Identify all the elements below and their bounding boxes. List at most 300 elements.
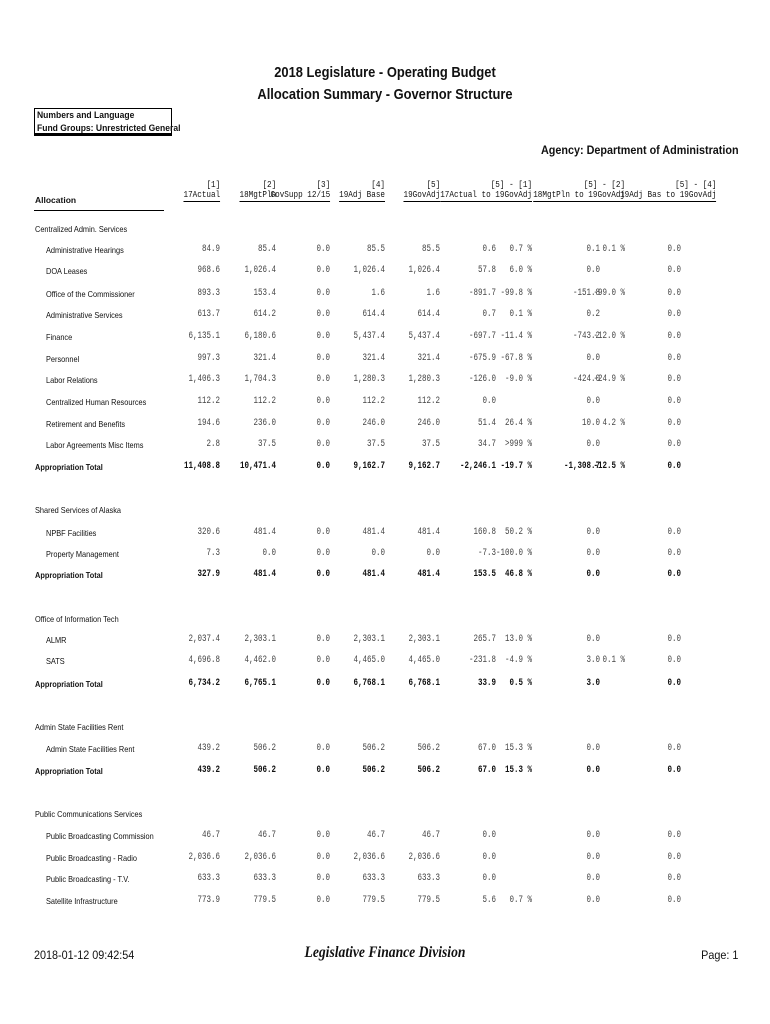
cell-col-10: 0.0 [667, 743, 681, 754]
row-label: Shared Services of Alaska [35, 506, 122, 515]
cell-col-1: 968.6 [197, 265, 220, 276]
cell-col-8: 0.0 [586, 439, 600, 450]
cell-col-10: 0.0 [667, 396, 681, 407]
cell-col-5: 37.5 [421, 439, 440, 450]
cell-col-1: 46.7 [201, 830, 220, 841]
cell-col-6: 67.0 [477, 765, 496, 776]
cell-col-10: 0.0 [667, 374, 681, 385]
cell-col-2: 779.5 [253, 895, 276, 906]
cell-col-2: 481.4 [253, 527, 276, 538]
cell-col-10: 0.0 [667, 852, 681, 863]
cell-col-3: 0.0 [316, 830, 330, 841]
cell-col-10: 0.0 [667, 331, 681, 342]
cell-col-2: 321.4 [253, 353, 276, 364]
row-label: Appropriation Total [35, 767, 103, 776]
cell-col-3: 0.0 [316, 655, 330, 666]
cell-col-1: 2,037.4 [188, 634, 220, 645]
cell-col-5: 112.2 [417, 396, 440, 407]
report-subtitle: Allocation Summary - Governor Structure [257, 86, 513, 103]
table-row [0, 654, 770, 670]
cell-col-6: 0.0 [482, 830, 496, 841]
cell-col-6: 34.7 [477, 439, 496, 450]
cell-col-8: 0.0 [586, 569, 600, 580]
cell-col-7: 15.3 % [504, 743, 532, 754]
col-header-7 [533, 180, 625, 202]
cell-col-5: 85.5 [421, 244, 440, 255]
cell-col-3: 0.0 [316, 461, 330, 472]
cell-col-1: 112.2 [197, 396, 220, 407]
cell-col-7: -19.7 % [500, 461, 532, 472]
col-4-label: 19Adj Base [339, 190, 385, 200]
row-label: Public Broadcasting - T.V. [46, 875, 130, 884]
cell-col-3: 0.0 [316, 765, 330, 776]
cell-col-4: 779.5 [362, 895, 385, 906]
row-label: Centralized Human Resources [46, 398, 147, 407]
cell-col-10: 0.0 [667, 527, 681, 538]
cell-col-4: 112.2 [362, 396, 385, 407]
cell-col-3: 0.0 [316, 548, 330, 559]
cell-col-6: 67.0 [477, 743, 496, 754]
appropriation-total-row [0, 764, 770, 780]
cell-col-10: 0.0 [667, 765, 681, 776]
cell-col-7: 13.0 % [504, 634, 532, 645]
cell-col-4: 6,768.1 [353, 678, 385, 689]
allocation-header-underline [34, 210, 164, 211]
cell-col-1: 84.9 [201, 244, 220, 255]
col-1-label: 17Actual [183, 190, 220, 200]
cell-col-1: 1,406.3 [188, 374, 220, 385]
cell-col-2: 6,765.1 [244, 678, 276, 689]
col-8-number: [5] - [4] [674, 180, 716, 190]
cell-col-9: 4.2 % [602, 418, 625, 429]
row-label: Appropriation Total [35, 680, 103, 689]
cell-col-8: 10.0 [581, 418, 600, 429]
col-2-label: 18MgtPln [239, 190, 276, 200]
cell-col-1: 320.6 [197, 527, 220, 538]
cell-col-10: 0.0 [667, 309, 681, 320]
cell-col-5: 4,465.0 [408, 655, 440, 666]
row-label: Office of Information Tech [35, 615, 119, 624]
col-5-label: 19GovAdj [403, 190, 440, 200]
cell-col-5: 9,162.7 [408, 461, 440, 472]
appropriation-total-row [0, 460, 770, 476]
cell-col-2: 1,704.3 [244, 374, 276, 385]
row-label: Retirement and Benefits [46, 420, 126, 429]
cell-col-10: 0.0 [667, 895, 681, 906]
row-label: Administrative Services [46, 311, 123, 320]
cell-col-8: 0.0 [586, 265, 600, 276]
cell-col-5: 506.2 [417, 765, 440, 776]
cell-col-6: 57.8 [477, 265, 496, 276]
cell-col-5: 779.5 [417, 895, 440, 906]
cell-col-2: 481.4 [253, 569, 276, 580]
cell-col-8: 0.0 [586, 852, 600, 863]
table-row [0, 633, 770, 649]
cell-col-2: 506.2 [253, 743, 276, 754]
cell-col-8: -151.8 [572, 288, 600, 299]
cell-col-4: 246.0 [362, 418, 385, 429]
cell-col-10: 0.0 [667, 830, 681, 841]
col-header-8 [620, 180, 716, 202]
table-row [0, 438, 770, 454]
cell-col-6: 0.0 [482, 873, 496, 884]
fund-group-box [34, 108, 181, 136]
cell-col-4: 506.2 [362, 765, 385, 776]
cell-col-5: 2,303.1 [408, 634, 440, 645]
cell-col-4: 1,026.4 [353, 265, 385, 276]
row-label: Public Broadcasting Commission [46, 832, 154, 841]
col-3-label: GovSupp 12/15 [270, 190, 330, 200]
cell-col-10: 0.0 [667, 548, 681, 559]
cell-col-10: 0.0 [667, 634, 681, 645]
col-header-1 [183, 180, 220, 202]
table-row [0, 287, 770, 303]
row-label: NPBF Facilities [46, 529, 97, 538]
agency-label: Agency: Department of Administration [541, 143, 739, 157]
table-row [0, 395, 770, 411]
cell-col-10: 0.0 [667, 418, 681, 429]
cell-col-10: 0.0 [667, 288, 681, 299]
cell-col-8: 3.0 [586, 678, 600, 689]
group-header-row [0, 720, 770, 736]
cell-col-2: 633.3 [253, 873, 276, 884]
page-number: Page: 1 [700, 948, 738, 962]
col-6-label: 17Actual to 19GovAdj [440, 190, 532, 200]
cell-col-1: 2.8 [206, 439, 220, 450]
row-label: Public Broadcasting - Radio [46, 854, 137, 863]
cell-col-2: 46.7 [257, 830, 276, 841]
cell-col-4: 633.3 [362, 873, 385, 884]
cell-col-3: 0.0 [316, 418, 330, 429]
cell-col-6: 33.9 [477, 678, 496, 689]
cell-col-10: 0.0 [667, 655, 681, 666]
cell-col-4: 506.2 [362, 743, 385, 754]
cell-col-4: 4,465.0 [353, 655, 385, 666]
cell-col-1: 6,135.1 [188, 331, 220, 342]
cell-col-9: -12.0 % [593, 331, 625, 342]
cell-col-1: 773.9 [197, 895, 220, 906]
cell-col-4: 1,280.3 [353, 374, 385, 385]
cell-col-1: 613.7 [197, 309, 220, 320]
cell-col-6: -7.3 [477, 548, 496, 559]
cell-col-3: 0.0 [316, 678, 330, 689]
cell-col-5: 246.0 [417, 418, 440, 429]
cell-col-8: 0.0 [586, 830, 600, 841]
col-1-number: [1] [206, 180, 220, 190]
cell-col-7: >999 % [504, 439, 532, 450]
cell-col-6: -697.7 [468, 331, 496, 342]
table-row [0, 352, 770, 368]
cell-col-6: 153.5 [473, 569, 496, 580]
cell-col-10: 0.0 [667, 461, 681, 472]
cell-col-8: 0.1 [586, 244, 600, 255]
cell-col-2: 153.4 [253, 288, 276, 299]
cell-col-8: -743.2 [572, 331, 600, 342]
cell-col-5: 1.6 [426, 288, 440, 299]
cell-col-5: 5,437.4 [408, 331, 440, 342]
cell-col-6: -675.9 [468, 353, 496, 364]
cell-col-10: 0.0 [667, 244, 681, 255]
cell-col-4: 5,437.4 [353, 331, 385, 342]
cell-col-3: 0.0 [316, 569, 330, 580]
cell-col-4: 46.7 [366, 830, 385, 841]
cell-col-7: 46.8 % [504, 569, 532, 580]
cell-col-8: 0.0 [586, 634, 600, 645]
cell-col-8: 3.0 [586, 655, 600, 666]
cell-col-4: 9,162.7 [353, 461, 385, 472]
table-row [0, 373, 770, 389]
col-header-4 [339, 180, 385, 202]
cell-col-10: 0.0 [667, 678, 681, 689]
cell-col-6: 0.0 [482, 396, 496, 407]
cell-col-5: 633.3 [417, 873, 440, 884]
cell-col-2: 614.2 [253, 309, 276, 320]
row-label: Admin State Facilities Rent [46, 745, 135, 754]
col-header-6 [440, 180, 532, 202]
cell-col-3: 0.0 [316, 244, 330, 255]
table-row [0, 851, 770, 867]
cell-col-4: 2,303.1 [353, 634, 385, 645]
cell-col-6: -231.8 [468, 655, 496, 666]
cell-col-9: -12.5 % [593, 461, 625, 472]
appropriation-total-row [0, 568, 770, 584]
cell-col-4: 1.6 [371, 288, 385, 299]
cell-col-4: 481.4 [362, 569, 385, 580]
table-row [0, 872, 770, 888]
cell-col-1: 194.6 [197, 418, 220, 429]
group-header-row [0, 612, 770, 628]
cell-col-4: 85.5 [366, 244, 385, 255]
row-label: Personnel [46, 355, 80, 364]
cell-col-2: 85.4 [257, 244, 276, 255]
cell-col-3: 0.0 [316, 374, 330, 385]
cell-col-8: -424.0 [572, 374, 600, 385]
group-header-row [0, 222, 770, 238]
cell-col-7: -99.8 % [500, 288, 532, 299]
table-row [0, 829, 770, 845]
cell-col-4: 481.4 [362, 527, 385, 538]
cell-col-1: 327.9 [197, 569, 220, 580]
row-label: Appropriation Total [35, 463, 103, 472]
cell-col-2: 1,026.4 [244, 265, 276, 276]
cell-col-3: 0.0 [316, 852, 330, 863]
cell-col-7: -4.9 % [504, 655, 532, 666]
cell-col-1: 633.3 [197, 873, 220, 884]
cell-col-5: 1,026.4 [408, 265, 440, 276]
cell-col-10: 0.0 [667, 265, 681, 276]
cell-col-2: 506.2 [253, 765, 276, 776]
cell-col-1: 439.2 [197, 743, 220, 754]
col-3-number: [3] [316, 180, 330, 190]
cell-col-9: 0.1 % [602, 244, 625, 255]
cell-col-7: 0.7 % [509, 895, 532, 906]
cell-col-7: 0.7 % [509, 244, 532, 255]
cell-col-5: 1,280.3 [408, 374, 440, 385]
cell-col-1: 439.2 [197, 765, 220, 776]
cell-col-8: -1,308.7 [563, 461, 600, 472]
cell-col-3: 0.0 [316, 265, 330, 276]
table-row [0, 243, 770, 259]
cell-col-10: 0.0 [667, 569, 681, 580]
cell-col-8: 0.0 [586, 895, 600, 906]
cell-col-2: 2,036.6 [244, 852, 276, 863]
col-4-number: [4] [371, 180, 385, 190]
cell-col-7: -100.0 % [495, 548, 532, 559]
legislative-finance-logo: Legislative Finance Division [304, 944, 466, 961]
cell-col-6: -891.7 [468, 288, 496, 299]
cell-col-2: 112.2 [253, 396, 276, 407]
row-label: Admin State Facilities Rent [35, 723, 124, 732]
row-label: DOA Leases [46, 267, 88, 276]
cell-col-3: 0.0 [316, 288, 330, 299]
cell-col-2: 37.5 [257, 439, 276, 450]
cell-col-3: 0.0 [316, 527, 330, 538]
cell-col-3: 0.0 [316, 439, 330, 450]
cell-col-5: 6,768.1 [408, 678, 440, 689]
cell-col-2: 0.0 [262, 548, 276, 559]
col-6-number: [5] - [1] [490, 180, 532, 190]
cell-col-4: 37.5 [366, 439, 385, 450]
row-label: Finance [46, 333, 73, 342]
cell-col-6: 0.0 [482, 852, 496, 863]
cell-col-8: 0.0 [586, 548, 600, 559]
cell-col-2: 4,462.0 [244, 655, 276, 666]
row-label: Office of the Commissioner [46, 290, 135, 299]
cell-col-5: 506.2 [417, 743, 440, 754]
cell-col-1: 2,036.6 [188, 852, 220, 863]
group-header-row [0, 807, 770, 823]
cell-col-4: 321.4 [362, 353, 385, 364]
cell-col-9: -99.0 % [593, 288, 625, 299]
cell-col-7: 26.4 % [504, 418, 532, 429]
report-title: 2018 Legislature - Operating Budget [274, 64, 496, 81]
cell-col-1: 4,696.8 [188, 655, 220, 666]
cell-col-3: 0.0 [316, 353, 330, 364]
cell-col-6: 51.4 [477, 418, 496, 429]
row-label: Labor Relations [46, 376, 98, 385]
row-label: Centralized Admin. Services [35, 225, 128, 234]
cell-col-9: -24.9 % [593, 374, 625, 385]
cell-col-2: 10,471.4 [239, 461, 276, 472]
cell-col-4: 614.4 [362, 309, 385, 320]
row-label: ALMR [46, 636, 67, 645]
cell-col-3: 0.0 [316, 873, 330, 884]
table-row [0, 526, 770, 542]
row-label: Public Communications Services [35, 810, 143, 819]
table-row [0, 894, 770, 910]
cell-col-4: 0.0 [371, 548, 385, 559]
cell-col-3: 0.0 [316, 396, 330, 407]
cell-col-8: 0.2 [586, 309, 600, 320]
cell-col-6: -2,246.1 [459, 461, 496, 472]
cell-col-6: 0.7 [482, 309, 496, 320]
cell-col-3: 0.0 [316, 331, 330, 342]
cell-col-3: 0.0 [316, 743, 330, 754]
col-header-3 [270, 180, 330, 202]
numbers-language-label: Numbers and Language [37, 110, 135, 121]
table-row [0, 330, 770, 346]
cell-col-5: 481.4 [417, 527, 440, 538]
cell-col-6: 265.7 [473, 634, 496, 645]
cell-col-3: 0.0 [316, 634, 330, 645]
cell-col-8: 0.0 [586, 353, 600, 364]
cell-col-6: 0.6 [482, 244, 496, 255]
cell-col-1: 997.3 [197, 353, 220, 364]
cell-col-10: 0.0 [667, 873, 681, 884]
cell-col-7: -9.0 % [504, 374, 532, 385]
cell-col-6: 160.8 [473, 527, 496, 538]
cell-col-2: 236.0 [253, 418, 276, 429]
report-timestamp: 2018-01-12 09:42:54 [34, 948, 135, 962]
cell-col-1: 6,734.2 [188, 678, 220, 689]
row-label: Property Management [46, 550, 119, 559]
row-label: Satellite Infrastructure [46, 897, 118, 906]
cell-col-3: 0.0 [316, 895, 330, 906]
cell-col-1: 11,408.8 [183, 461, 220, 472]
cell-col-6: -126.0 [468, 374, 496, 385]
cell-col-8: 0.0 [586, 527, 600, 538]
row-label: Labor Agreements Misc Items [46, 441, 144, 450]
cell-col-3: 0.0 [316, 309, 330, 320]
table-row [0, 547, 770, 563]
cell-col-7: 0.5 % [509, 678, 532, 689]
table-row [0, 742, 770, 758]
cell-col-5: 481.4 [417, 569, 440, 580]
cell-col-2: 6,180.6 [244, 331, 276, 342]
group-header-row [0, 503, 770, 519]
cell-col-5: 46.7 [421, 830, 440, 841]
cell-col-7: 0.1 % [509, 309, 532, 320]
cell-col-7: 6.0 % [509, 265, 532, 276]
cell-col-8: 0.0 [586, 743, 600, 754]
cell-col-2: 2,303.1 [244, 634, 276, 645]
cell-col-7: -67.8 % [500, 353, 532, 364]
table-row [0, 308, 770, 324]
cell-col-5: 2,036.6 [408, 852, 440, 863]
cell-col-8: 0.0 [586, 765, 600, 776]
cell-col-8: 0.0 [586, 396, 600, 407]
row-label: SATS [46, 657, 65, 666]
cell-col-4: 2,036.6 [353, 852, 385, 863]
appropriation-total-row [0, 677, 770, 693]
allocation-column-header: Allocation [35, 195, 77, 205]
col-5-number: [5] [426, 180, 440, 190]
table-row [0, 264, 770, 280]
col-7-label: 18MgtPln to 19GovAdj [533, 190, 625, 200]
cell-col-5: 614.4 [417, 309, 440, 320]
cell-col-10: 0.0 [667, 439, 681, 450]
cell-col-1: 7.3 [206, 548, 220, 559]
cell-col-5: 321.4 [417, 353, 440, 364]
col-header-5 [403, 180, 440, 202]
col-2-number: [2] [262, 180, 276, 190]
col-8-label: 19Adj Bas to 19GovAdj [619, 190, 716, 200]
table-row [0, 417, 770, 433]
cell-col-8: 0.0 [586, 873, 600, 884]
cell-col-6: 5.6 [482, 895, 496, 906]
cell-col-9: 0.1 % [602, 655, 625, 666]
cell-col-7: 50.2 % [504, 527, 532, 538]
cell-col-1: 893.3 [197, 288, 220, 299]
col-7-number: [5] - [2] [583, 180, 625, 190]
fund-groups-label: Fund Groups: Unrestricted General [37, 123, 181, 134]
row-label: Appropriation Total [35, 571, 103, 580]
cell-col-7: -11.4 % [500, 331, 532, 342]
row-label: Administrative Hearings [46, 246, 124, 255]
cell-col-7: 15.3 % [504, 765, 532, 776]
cell-col-5: 0.0 [426, 548, 440, 559]
cell-col-10: 0.0 [667, 353, 681, 364]
